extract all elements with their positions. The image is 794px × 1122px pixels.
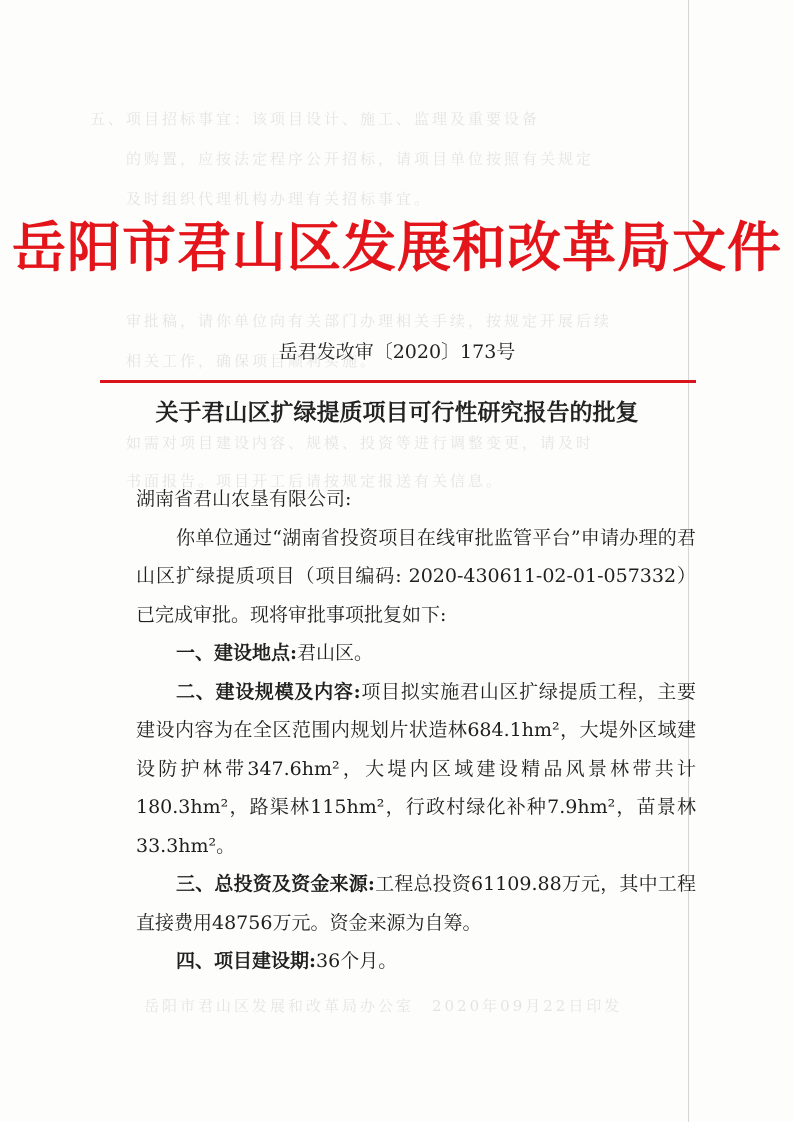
document-body bbox=[136, 480, 696, 981]
item-text: 君山区。 bbox=[297, 642, 374, 664]
bleed-through-text: 的购置，应按法定程序公开招标，请项目单位按照有关规定 bbox=[90, 150, 595, 168]
bleed-through-text: 如需对项目建设内容、规模、投资等进行调整变更，请及时 bbox=[90, 434, 595, 452]
bleed-through-text: 相关工作，确保项目顺利实施。 bbox=[90, 352, 379, 370]
bleed-through-text: 岳阳市君山区发展和改革局办公室 2020年09月22日印发 bbox=[90, 997, 623, 1015]
bleed-through-text: 审批稿，请你单位向有关部门办理相关手续，按规定开展后续 bbox=[90, 312, 613, 330]
item-text: 工程总投资61109.88万元，其中工程直接费用48756万元。资金来源为自筹。 bbox=[136, 873, 696, 934]
item-text: 项目拟实施君山区扩绿提质工程，主要建设内容为在全区范围内规划片状造林684.1hm²，大堤外区域建设防护林带347.6hm²，大堤内区域建设精品风景林带共计180.3hm²，路渠林115hm²，行政村绿化补种7.9hm²，苗景林33.3hm²。 bbox=[136, 680, 696, 857]
item-paragraph bbox=[136, 673, 696, 866]
item-label: 四、项目建设期: bbox=[176, 950, 317, 972]
bleed-through-text: 及时组织代理机构办理有关招标事宜。 bbox=[90, 190, 433, 208]
item-label: 一、建设地点: bbox=[176, 642, 298, 664]
red-divider bbox=[100, 380, 696, 383]
issuer-title: 岳阳市君山区发展和改革局文件 bbox=[12, 215, 782, 279]
item-paragraph bbox=[136, 634, 696, 673]
document-number: 岳君发改审〔2020〕173号 bbox=[278, 341, 516, 363]
item-paragraph bbox=[136, 942, 696, 981]
item-paragraph bbox=[136, 865, 696, 942]
recipient-line: 湖南省君山农垦有限公司: bbox=[136, 488, 352, 510]
item-label: 二、建设规模及内容: bbox=[176, 680, 361, 703]
item-text: 36个月。 bbox=[316, 950, 398, 972]
bleed-through-text: 书面报告。项目开工后请按规定报送有关信息。 bbox=[90, 472, 505, 490]
item-label: 三、总投资及资金来源: bbox=[176, 873, 375, 895]
subject-title: 关于君山区扩绿提质项目可行性研究报告的批复 bbox=[155, 399, 639, 426]
bleed-through-text: 五、项目招标事宜：该项目设计、施工、监理及重要设备 bbox=[90, 110, 541, 128]
intro-paragraph: 你单位通过“湖南省投资项目在线审批监管平台”申请办理的君山区扩绿提质项目（项目编码: 2020-430611-02-01-057332）已完成审批。现将审批事项批复如下: bbox=[136, 526, 696, 626]
